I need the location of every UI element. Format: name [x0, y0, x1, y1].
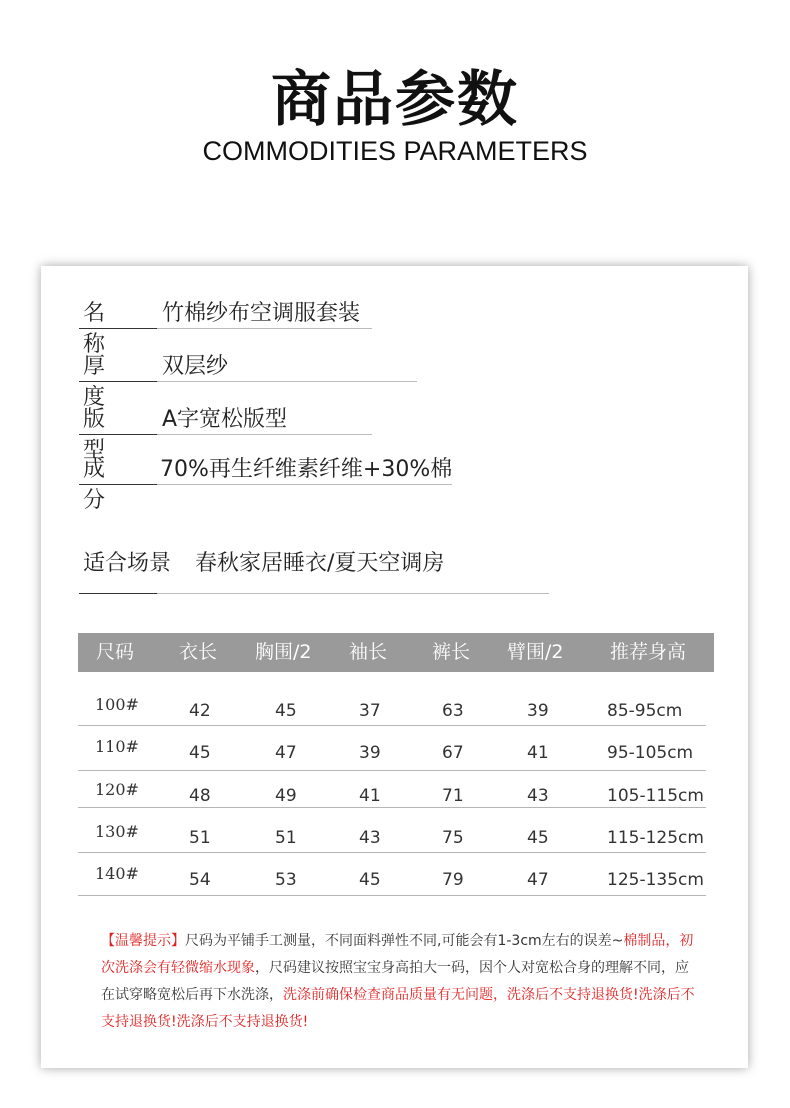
table-cell: 43 — [359, 828, 381, 848]
table-cell: 42 — [189, 701, 211, 721]
table-row — [78, 862, 706, 904]
notice-part: 尺码为平铺手工测量，不同面料弹性不同,可能会有1-3cm左右的误差~ — [185, 933, 624, 949]
table-cell: 45 — [527, 828, 549, 848]
table-header-cell: 胸围/2 — [255, 641, 312, 663]
table-cell: 47 — [275, 743, 297, 763]
notice-warning: 洗涤前确保检查商品质量有无问题，洗涤后不支持退换货!洗涤后不支持退换货!洗涤后不支持退换货! — [101, 987, 695, 1030]
row-divider — [78, 895, 706, 896]
param-value: 70%再生纤维素纤维+30%棉 — [160, 457, 453, 482]
table-row — [78, 820, 706, 862]
table-cell: 41 — [359, 786, 381, 806]
table-cell: 54 — [189, 870, 211, 890]
param-label: 名称 — [83, 301, 106, 357]
row-divider — [78, 725, 706, 726]
divider — [79, 328, 157, 329]
table-cell: 75 — [442, 828, 464, 848]
table-cell: 100# — [95, 695, 139, 714]
notice-tag: 【温馨提示】 — [101, 933, 185, 949]
page-title: 商品参数 — [271, 65, 519, 135]
page-subtitle: COMMODITIES PARAMETERS — [202, 136, 588, 166]
param-label: 版型 — [83, 407, 106, 463]
notice-warning: 棉制品，初次洗涤会有轻微缩水现象 — [101, 933, 694, 976]
table-cell: 110# — [95, 737, 139, 756]
scene-value: 春秋家居睡衣/夏天空调房 — [195, 551, 445, 576]
row-divider — [78, 807, 706, 808]
table-cell: 37 — [359, 701, 381, 721]
table-cell: 45 — [189, 743, 211, 763]
divider — [79, 381, 157, 382]
param-value: 双层纱 — [162, 354, 229, 379]
row-divider — [78, 852, 706, 853]
table-header — [78, 633, 714, 672]
param-value: 竹棉纱布空调服套装 — [162, 301, 361, 326]
table-header-cell: 衣长 — [179, 641, 218, 663]
table-cell: 39 — [527, 701, 549, 721]
table-cell: 115-125cm — [607, 828, 704, 848]
table-cell: 71 — [442, 786, 464, 806]
param-label: 成分 — [83, 457, 106, 513]
table-row — [78, 778, 706, 820]
row-divider — [78, 770, 706, 771]
divider — [79, 484, 157, 485]
table-cell: 140# — [95, 864, 139, 883]
table-cell: 85-95cm — [607, 701, 683, 721]
divider — [157, 434, 372, 435]
table-cell: 79 — [442, 870, 464, 890]
table-cell: 51 — [275, 828, 297, 848]
table-cell: 51 — [189, 828, 211, 848]
notice-part: ，尺码建议按照宝宝身高拍大一码，因个人对宽松合身的理解不同，应在试穿略宽松后再下水洗涤， — [101, 960, 689, 1003]
table-row — [78, 693, 706, 735]
table-header-cell: 袖长 — [349, 641, 388, 663]
table-cell: 130# — [95, 822, 139, 841]
table-header-cell: 裤长 — [432, 641, 471, 663]
table-cell: 45 — [359, 870, 381, 890]
divider — [157, 484, 452, 485]
table-cell: 49 — [275, 786, 297, 806]
table-cell: 43 — [527, 786, 549, 806]
table-header-cell: 推荐身高 — [610, 641, 687, 663]
param-value: A字宽松版型 — [162, 407, 288, 432]
table-cell: 47 — [527, 870, 549, 890]
table-cell: 95-105cm — [607, 743, 694, 763]
table-cell: 48 — [189, 786, 211, 806]
table-cell: 105-115cm — [607, 786, 704, 806]
divider — [157, 328, 372, 329]
divider — [79, 593, 157, 594]
table-cell: 45 — [275, 701, 297, 721]
divider — [157, 593, 549, 594]
table-header-cell: 臂围/2 — [507, 641, 564, 663]
parameters-card — [41, 266, 748, 1068]
table-cell: 63 — [442, 701, 464, 721]
table-cell: 120# — [95, 780, 139, 799]
table-cell: 67 — [442, 743, 464, 763]
table-cell: 41 — [527, 743, 549, 763]
scene-label: 适合场景 — [83, 551, 172, 576]
table-cell: 53 — [275, 870, 297, 890]
param-label: 厚度 — [83, 354, 106, 410]
notice-text — [101, 928, 701, 1036]
table-cell: 125-135cm — [607, 870, 704, 890]
divider — [157, 381, 417, 382]
divider — [79, 434, 157, 435]
table-header-cell: 尺码 — [96, 641, 135, 663]
table-cell: 39 — [359, 743, 381, 763]
